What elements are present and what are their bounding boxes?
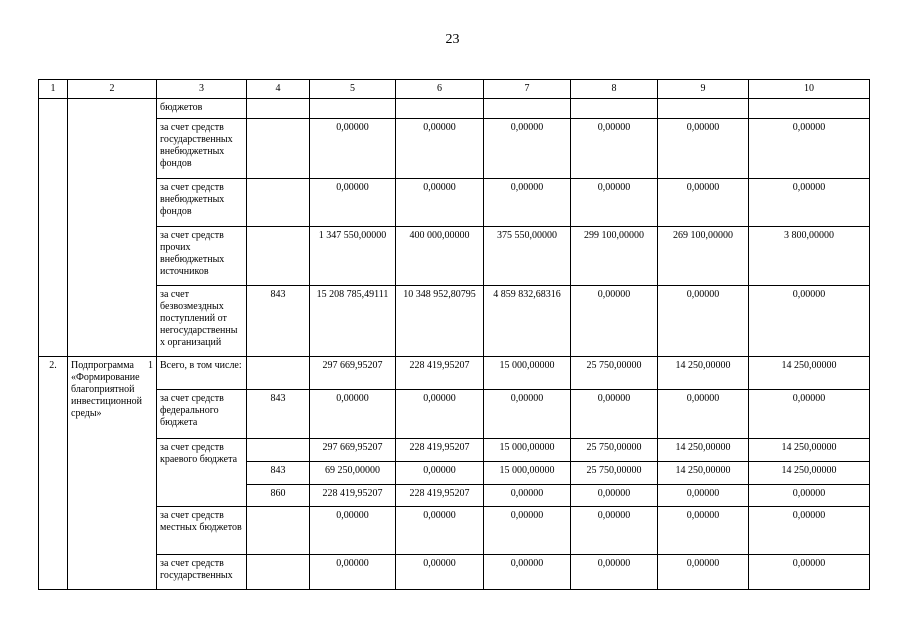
value-cell: 0,00000	[396, 507, 484, 555]
code-cell	[247, 227, 310, 286]
index-cell	[39, 99, 68, 357]
value-cell: 228 419,95207	[396, 357, 484, 390]
section-index: 2.	[39, 357, 68, 590]
value-cell: 0,00000	[571, 179, 658, 227]
code-cell: 860	[247, 485, 310, 507]
value-cell: 0,00000	[658, 485, 749, 507]
funding-source-label: за счет средств местных бюджетов	[157, 507, 247, 555]
value-cell: 0,00000	[310, 390, 396, 439]
value-cell: 0,00000	[571, 507, 658, 555]
table-row	[39, 179, 870, 227]
table-row	[39, 99, 870, 119]
value-cell: 0,00000	[396, 462, 484, 485]
value-cell: 14 250,00000	[749, 439, 870, 462]
value-cell: 25 750,00000	[571, 439, 658, 462]
table-row	[39, 507, 870, 555]
table-row	[39, 286, 870, 357]
value-cell: 228 419,95207	[396, 439, 484, 462]
value-cell: 297 669,95207	[310, 439, 396, 462]
funding-source-label: за счет средств государственных внебюджетных фондов	[157, 119, 247, 179]
value-cell: 14 250,00000	[749, 357, 870, 390]
value-cell: 14 250,00000	[749, 462, 870, 485]
table-row	[39, 390, 870, 439]
value-cell: 0,00000	[396, 179, 484, 227]
value-cell: 15 000,00000	[484, 462, 571, 485]
value-cell: 0,00000	[396, 555, 484, 590]
value-cell: 0,00000	[749, 119, 870, 179]
value-cell: 0,00000	[310, 179, 396, 227]
value-cell	[749, 99, 870, 119]
value-cell: 0,00000	[484, 390, 571, 439]
value-cell: 15 000,00000	[484, 439, 571, 462]
value-cell: 25 750,00000	[571, 462, 658, 485]
value-cell: 375 550,00000	[484, 227, 571, 286]
value-cell: 0,00000	[396, 119, 484, 179]
value-cell: 269 100,00000	[658, 227, 749, 286]
funding-source-label: за счет средств федерального бюджета	[157, 390, 247, 439]
code-cell	[247, 357, 310, 390]
value-cell: 0,00000	[396, 390, 484, 439]
value-cell: 0,00000	[484, 179, 571, 227]
value-cell: 3 800,00000	[749, 227, 870, 286]
value-cell: 0,00000	[749, 286, 870, 357]
code-cell	[247, 555, 310, 590]
value-cell	[396, 99, 484, 119]
table-row	[39, 357, 870, 390]
value-cell: 0,00000	[484, 485, 571, 507]
value-cell: 25 750,00000	[571, 357, 658, 390]
value-cell: 10 348 952,80795	[396, 286, 484, 357]
value-cell: 69 250,00000	[310, 462, 396, 485]
column-header: 9	[658, 80, 749, 99]
code-cell: 843	[247, 390, 310, 439]
value-cell: 0,00000	[571, 485, 658, 507]
value-cell	[658, 99, 749, 119]
program-name-cell	[68, 357, 157, 590]
code-cell	[247, 99, 310, 119]
value-cell: 1 347 550,00000	[310, 227, 396, 286]
value-cell: 14 250,00000	[658, 439, 749, 462]
value-cell: 0,00000	[658, 119, 749, 179]
value-cell: 14 250,00000	[658, 357, 749, 390]
value-cell: 0,00000	[658, 555, 749, 590]
column-header: 7	[484, 80, 571, 99]
column-header: 10	[749, 80, 870, 99]
code-cell	[247, 119, 310, 179]
value-cell: 15 000,00000	[484, 357, 571, 390]
value-cell: 0,00000	[310, 507, 396, 555]
column-header: 1	[39, 80, 68, 99]
funding-source-label: за счет средств прочих внебюджетных источников	[157, 227, 247, 286]
table-row	[39, 555, 870, 590]
value-cell: 0,00000	[658, 507, 749, 555]
value-cell: 0,00000	[484, 555, 571, 590]
funding-source-label: за счет средств краевого бюджета	[157, 439, 247, 507]
funding-source-label: бюджетов	[157, 99, 247, 119]
code-cell: 843	[247, 286, 310, 357]
column-header: 5	[310, 80, 396, 99]
column-header: 6	[396, 80, 484, 99]
value-cell: 15 208 785,49111	[310, 286, 396, 357]
value-cell: 299 100,00000	[571, 227, 658, 286]
value-cell	[571, 99, 658, 119]
funding-source-label: за счет безвозмездных поступлений от негосударственны х организаций	[157, 286, 247, 357]
value-cell	[484, 99, 571, 119]
value-cell: 228 419,95207	[396, 485, 484, 507]
column-header: 8	[571, 80, 658, 99]
value-cell: 0,00000	[571, 555, 658, 590]
value-cell: 0,00000	[658, 390, 749, 439]
value-cell: 0,00000	[749, 507, 870, 555]
program-heading	[71, 360, 153, 372]
value-cell: 0,00000	[571, 119, 658, 179]
value-cell: 400 000,00000	[396, 227, 484, 286]
value-cell: 0,00000	[658, 286, 749, 357]
value-cell: 0,00000	[658, 179, 749, 227]
code-cell	[247, 439, 310, 462]
program-title: «Формирование благоприятной инвестиционной среды»	[71, 372, 142, 419]
budget-table	[38, 79, 870, 590]
value-cell	[310, 99, 396, 119]
value-cell: 0,00000	[310, 555, 396, 590]
value-cell: 0,00000	[484, 507, 571, 555]
code-cell	[247, 507, 310, 555]
value-cell: 297 669,95207	[310, 357, 396, 390]
code-cell: 843	[247, 462, 310, 485]
program-prefix: Подпрограмма	[71, 360, 134, 371]
funding-source-label: за счет средств государственных	[157, 555, 247, 590]
value-cell: 0,00000	[749, 485, 870, 507]
table-row	[39, 439, 870, 462]
table-row	[39, 119, 870, 179]
value-cell: 0,00000	[484, 119, 571, 179]
column-number-row	[39, 80, 870, 99]
value-cell: 0,00000	[749, 179, 870, 227]
value-cell: 14 250,00000	[658, 462, 749, 485]
value-cell: 4 859 832,68316	[484, 286, 571, 357]
table-row	[39, 227, 870, 286]
funding-source-label: Всего, в том числе:	[157, 357, 247, 390]
value-cell: 0,00000	[571, 390, 658, 439]
column-header: 3	[157, 80, 247, 99]
column-header: 4	[247, 80, 310, 99]
value-cell: 0,00000	[571, 286, 658, 357]
code-cell	[247, 179, 310, 227]
value-cell: 228 419,95207	[310, 485, 396, 507]
page-number: 23	[445, 32, 460, 47]
value-cell: 0,00000	[749, 555, 870, 590]
program-number: 1	[148, 360, 153, 371]
program-cell	[68, 99, 157, 357]
column-header: 2	[68, 80, 157, 99]
value-cell: 0,00000	[749, 390, 870, 439]
value-cell: 0,00000	[310, 119, 396, 179]
funding-source-label: за счет средств внебюджетных фондов	[157, 179, 247, 227]
